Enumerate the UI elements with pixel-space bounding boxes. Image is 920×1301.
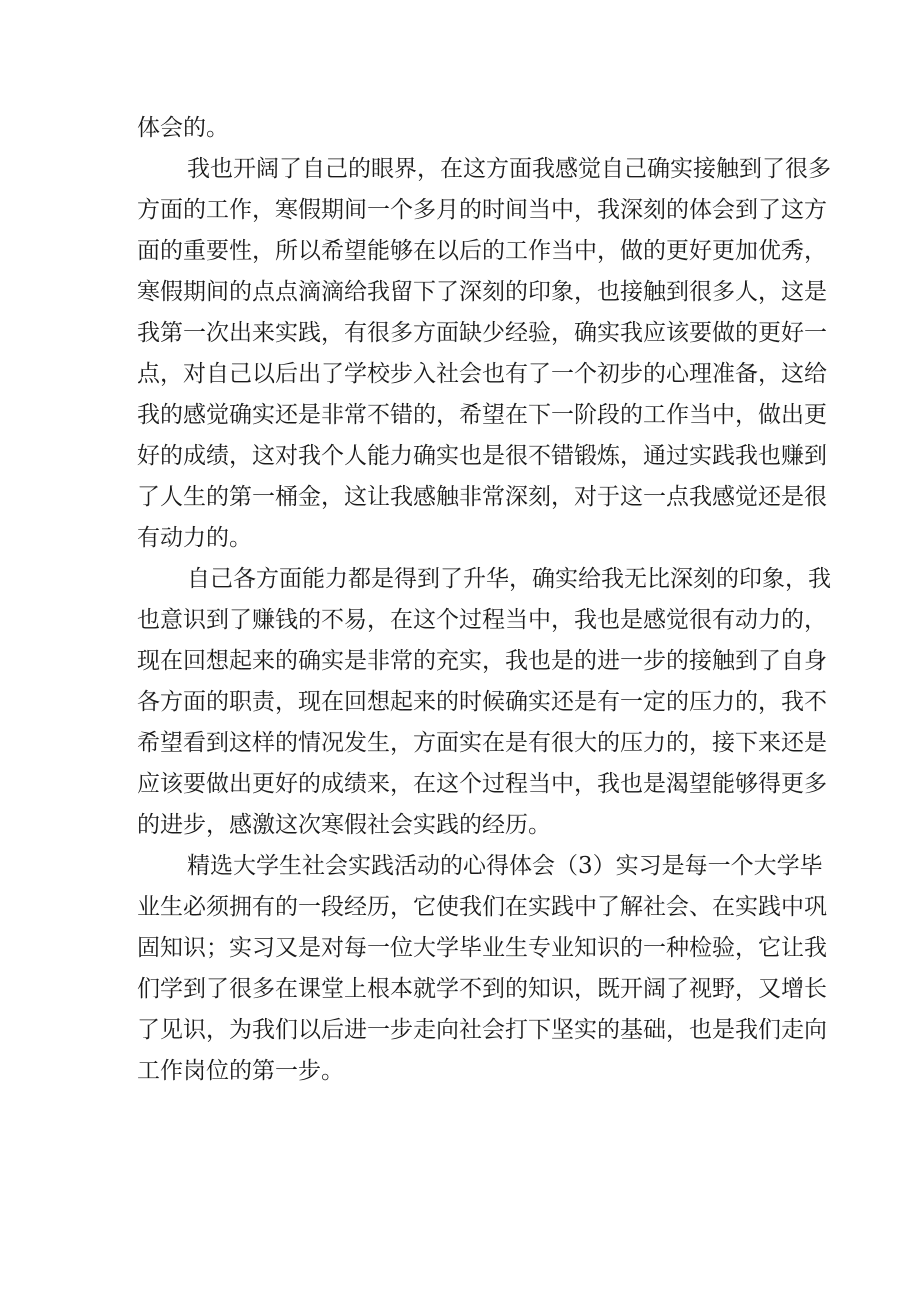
text-line: 寒假期间的点点滴滴给我留下了深刻的印象，也接触到很多人，这是 (137, 279, 827, 305)
text-line: 好的成绩，这对我个人能力确实也是很不错锻炼，通过实践我也赚到 (137, 443, 827, 469)
text-line: 也意识到了赚钱的不易，在这个过程当中，我也是感觉很有动力的， (137, 607, 827, 633)
text-line: 我第一次出来实践，有很多方面缺少经验，确实我应该要做的更好一 (137, 320, 827, 346)
text-line: 面的重要性，所以希望能够在以后的工作当中，做的更好更加优秀， (137, 238, 827, 264)
text-line: 有动力的。 (137, 525, 252, 551)
text-line: 体会的。 (137, 115, 229, 141)
text-line: 应该要做出更好的成绩来，在这个过程当中，我也是渴望能够得更多 (137, 771, 827, 797)
text-line: 工作岗位的第一步。 (137, 1058, 344, 1084)
text-line: 点，对自己以后出了学校步入社会也有了一个初步的心理准备，这给 (137, 361, 827, 387)
text-line: 了人生的第一桶金，这让我感触非常深刻，对于这一点我感觉还是很 (137, 484, 827, 510)
text-line: 我也开阔了自己的眼界，在这方面我感觉自己确实接触到了很多 (187, 156, 831, 182)
text-line: 业生必须拥有的一段经历，它使我们在实践中了解社会、在实践中巩 (137, 894, 827, 920)
text-line: 方面的工作，寒假期间一个多月的时间当中，我深刻的体会到了这方 (137, 197, 827, 223)
text-line: 我的感觉确实还是非常不错的，希望在下一阶段的工作当中，做出更 (137, 402, 827, 428)
text-line: 各方面的职责，现在回想起来的时候确实还是有一定的压力的，我不 (137, 689, 827, 715)
text-line: 自己各方面能力都是得到了升华，确实给我无比深刻的印象，我 (187, 566, 831, 592)
text-line: 的进步，感激这次寒假社会实践的经历。 (137, 812, 551, 838)
text-line: 了见识，为我们以后进一步走向社会打下坚实的基础，也是我们走向 (137, 1017, 827, 1043)
text-line: 希望看到这样的情况发生，方面实在是有很大的压力的，接下来还是 (137, 730, 827, 756)
text-line: 精选大学生社会实践活动的心得体会（3）实习是每一个大学毕 (187, 853, 823, 879)
document-body (137, 108, 831, 1092)
text-line: 固知识；实习又是对每一位大学毕业生专业知识的一种检验，它让我 (137, 935, 827, 961)
text-line: 们学到了很多在课堂上根本就学不到的知识，既开阔了视野，又增长 (137, 976, 827, 1002)
text-line: 现在回想起来的确实是非常的充实，我也是的进一步的接触到了自身 (137, 648, 827, 674)
